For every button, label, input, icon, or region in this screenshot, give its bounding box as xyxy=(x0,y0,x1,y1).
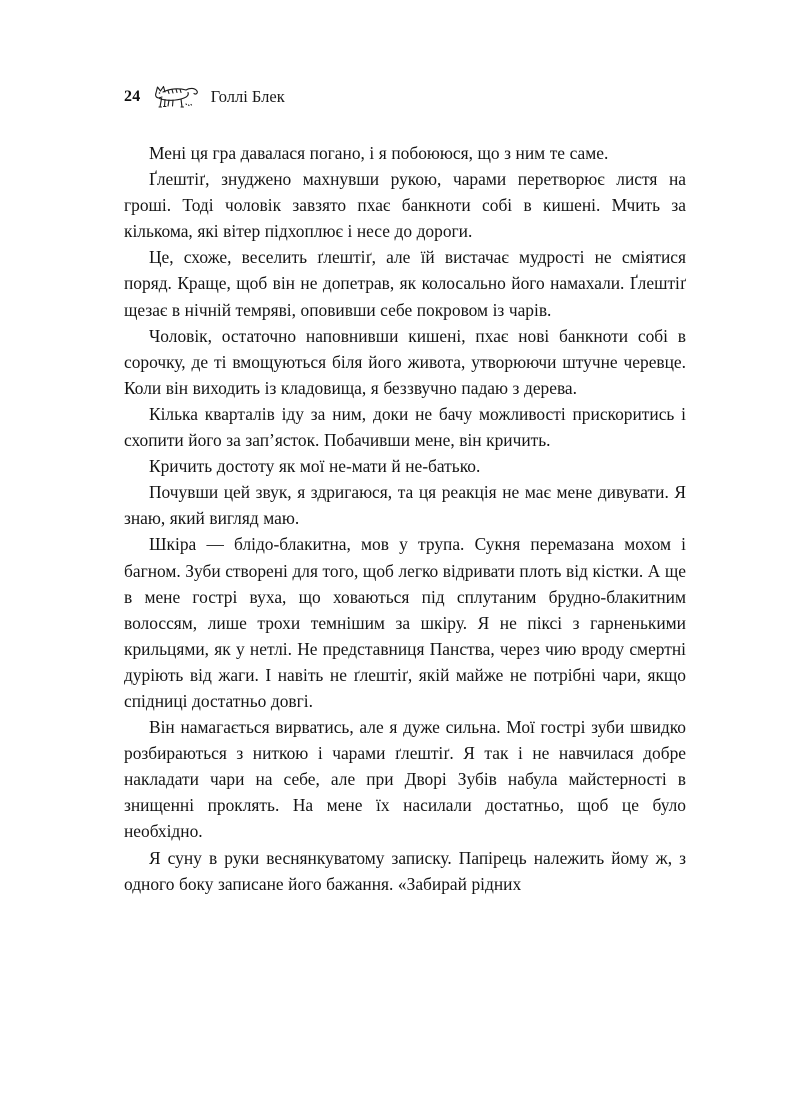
paragraph: Кілька кварталів іду за ним, доки не бачу можливості прискоритись і схопити його за зап’ясток. Побачивши мене, він кричить. xyxy=(124,403,686,451)
paragraph: Мені ця гра давалася погано, і я побоююся, що з ним те саме. xyxy=(149,143,609,163)
paragraph: Ґлештіґ, знуджено махнувши рукою, чарами перетворює листя на гроші. Тоді чоловік завзято пхає банкноти собі в кишені. Мчить за кількома, які вітер підхоплює і несе до дороги. xyxy=(124,169,686,242)
paragraph: Це, схоже, веселить ґлештіґ, але їй вистачає мудрості не сміятися поряд. Краще, щоб він не допетрав, як колосально його намахали. Ґлештіґ щезає в нічній темряві, оповивши себе покровом із чарів. xyxy=(124,247,686,320)
header-author-name: Голлі Блек xyxy=(210,86,285,106)
paragraph: Кричить достоту як мої не-мати й не-батько. xyxy=(149,456,481,477)
paragraph: Я суну в руки веснянкуватому записку. Папірець належить йому ж, з одного боку записане його бажання. «Забирай рідних xyxy=(124,847,686,894)
paragraph: Почувши цей звук, я здригаюся, та ця реакція не має мене дивувати. Я знаю, який вигляд маю. xyxy=(124,482,686,529)
page-number: 24 xyxy=(124,88,141,105)
paragraph: Він намагається вирватись, але я дуже сильна. Мої гострі зуби швидко розбираються з ниткою і чарами ґлештіґ. Я так і не навчилася добре накладати чари на себе, але при Дворі Зубів набула майстерності в знищенні проклять. На мене їх насилали достатньо, щоб це було необхідно. xyxy=(124,717,686,842)
paragraph: Шкіра — блідо-блакитна, мов у трупа. Сукня перемазана мохом і багном. Зуби створені для того, щоб легко відривати плоть від кістки. А ще в мене гострі вуха, що ховаються під сплутаним брудно-блакитним волоссям, лише трохи темнішим за шкіру. Я не піксі з гарненькими крильцями, як у нетлі. Не представниця Панства, через чию вроду смертні дуріють від жаги. І навіть не ґлештіґ, якій майже не потрібні чари, якщо спідниці достатньо довгі. xyxy=(124,534,686,711)
paragraph: Чоловік, остаточно наповнивши кишені, пхає нові банкноти собі в сорочку, де ті вмощуються біля його живота, утворюючи штучне черевце. Коли він виходить із кладовища, я беззвучно падаю з дерева. xyxy=(124,325,686,398)
body-text-block xyxy=(124,140,686,897)
running-animal-ornament-icon xyxy=(153,82,201,112)
running-header xyxy=(124,82,686,112)
